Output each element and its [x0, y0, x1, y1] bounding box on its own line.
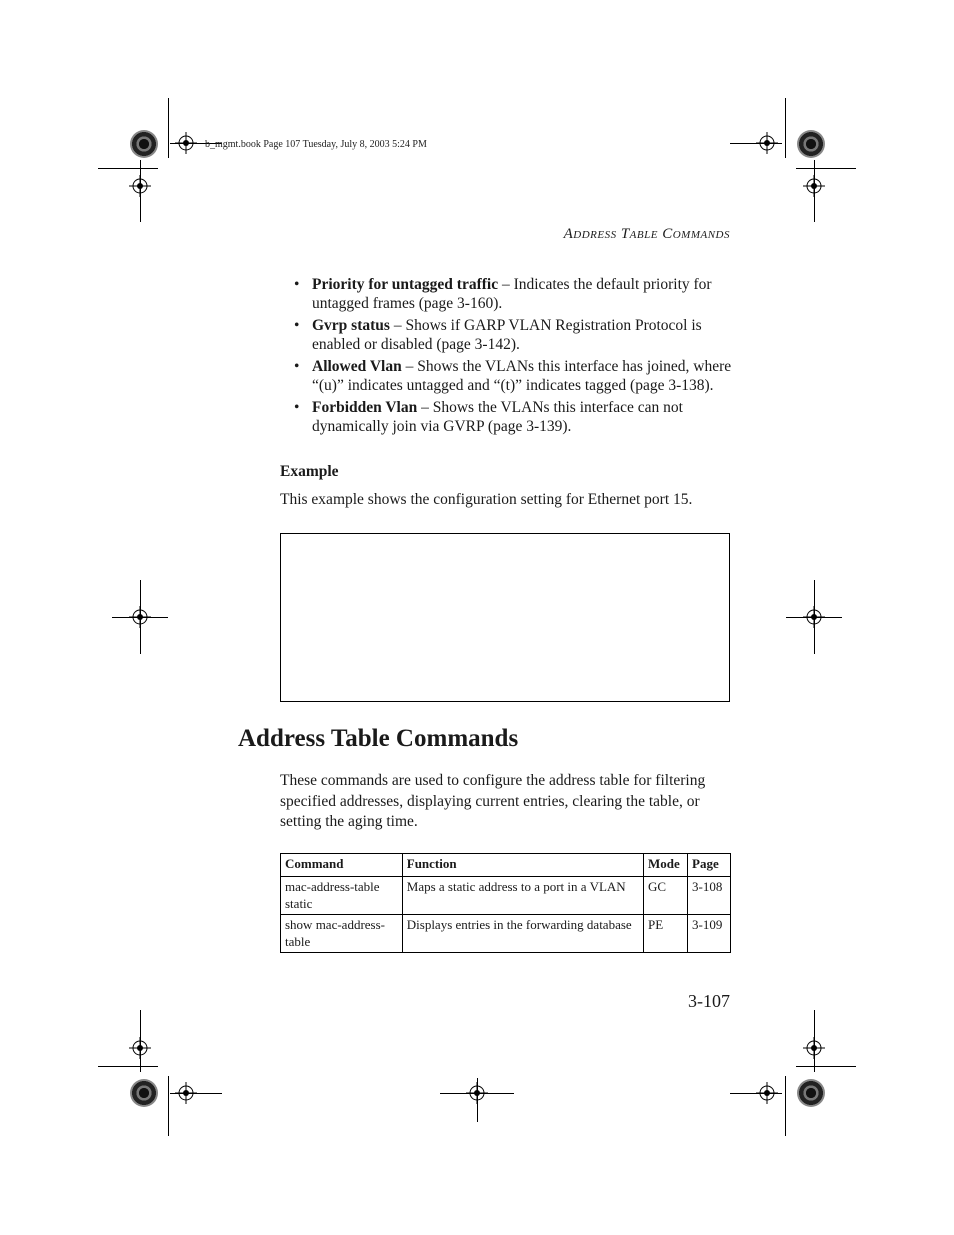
- list-item: [292, 357, 732, 395]
- example-heading: Example: [280, 463, 339, 480]
- table-cell: mac-address-table static: [281, 877, 403, 915]
- table-cell: PE: [644, 915, 688, 953]
- table-header-row: [281, 854, 731, 877]
- bullet-desc: – Shows if GARP VLAN Registration Protocol is enabled or disabled (page 3-142).: [312, 317, 702, 353]
- header-cap: T: [620, 226, 630, 242]
- column-header: Command: [281, 854, 403, 877]
- column-header: Mode: [644, 854, 688, 877]
- table-cell: 3-108: [688, 877, 731, 915]
- print-slug: b_mgmt.book Page 107 Tuesday, July 8, 2003 5:24 PM: [205, 139, 427, 150]
- page-number: 3-107: [688, 991, 730, 1011]
- crop-line: [796, 1066, 856, 1067]
- table-cell: Displays entries in the forwarding database: [402, 915, 643, 953]
- section-intro: These commands are used to configure the address table for filtering specified addresses, displaying current entries, clearing the table, or setting the aging time.: [280, 772, 706, 830]
- table-cell: GC: [644, 877, 688, 915]
- table-cell: 3-109: [688, 915, 731, 953]
- header-rest: OMMANDS: [672, 229, 730, 241]
- registration-target-icon: [129, 1037, 151, 1059]
- list-item: [292, 398, 732, 436]
- bullet-term: Forbidden Vlan: [312, 399, 418, 416]
- table-cell: show mac-address-table: [281, 915, 403, 953]
- bullet-desc: – Indicates the default priority for untagged frames (page 3-160).: [312, 276, 712, 312]
- bullet-term: Priority for untagged traffic: [312, 276, 499, 293]
- registration-disc-icon: [130, 1079, 158, 1107]
- header-rest: ABLE: [629, 229, 658, 241]
- list-item: [292, 275, 732, 313]
- crop-line: [98, 168, 158, 169]
- section-title: Address Table Commands: [238, 725, 519, 752]
- table-row: [281, 915, 731, 953]
- command-table: [280, 853, 731, 953]
- table-row: [281, 877, 731, 915]
- registration-disc-icon: [797, 1079, 825, 1107]
- registration-target-icon: [129, 175, 151, 197]
- registration-target-icon: [756, 1082, 778, 1104]
- table-cell: Maps a static address to a port in a VLAN: [402, 877, 643, 915]
- registration-target-icon: [466, 1082, 488, 1104]
- header-word: [621, 226, 658, 242]
- registration-target-icon: [803, 175, 825, 197]
- column-header: Page: [688, 854, 731, 877]
- header-rest: DDRESS: [573, 229, 617, 241]
- header-cap: A: [563, 226, 574, 242]
- crop-line: [785, 1076, 786, 1136]
- registration-disc-icon: [130, 130, 158, 158]
- column-header: Function: [402, 854, 643, 877]
- registration-target-icon: [803, 1037, 825, 1059]
- bullet-term: Allowed Vlan: [312, 358, 402, 375]
- registration-target-icon: [803, 606, 825, 628]
- field-description-list: [292, 275, 732, 439]
- registration-disc-icon: [797, 130, 825, 158]
- bullet-desc: – Shows the VLANs this interface has joined, where “(u)” indicates untagged and “(t)” indicates tagged (page 3-138).: [312, 358, 732, 394]
- crop-line: [785, 98, 786, 158]
- crop-line: [168, 98, 169, 158]
- registration-target-icon: [129, 606, 151, 628]
- header-word: [662, 226, 730, 242]
- crop-line: [98, 1066, 158, 1067]
- header-word: [564, 226, 617, 242]
- bullet-term: Gvrp status: [312, 317, 390, 334]
- crop-line: [796, 168, 856, 169]
- header-cap: C: [662, 226, 673, 242]
- crop-line: [168, 1076, 169, 1136]
- running-header: [564, 226, 730, 243]
- example-description: This example shows the configuration setting for Ethernet port 15.: [280, 491, 693, 508]
- registration-target-icon: [756, 132, 778, 154]
- registration-target-icon: [175, 132, 197, 154]
- bullet-desc: – Shows the VLANs this interface can not dynamically join via GVRP (page 3-139).: [312, 399, 683, 435]
- registration-target-icon: [175, 1082, 197, 1104]
- list-item: [292, 316, 732, 354]
- example-code-box: [280, 533, 730, 702]
